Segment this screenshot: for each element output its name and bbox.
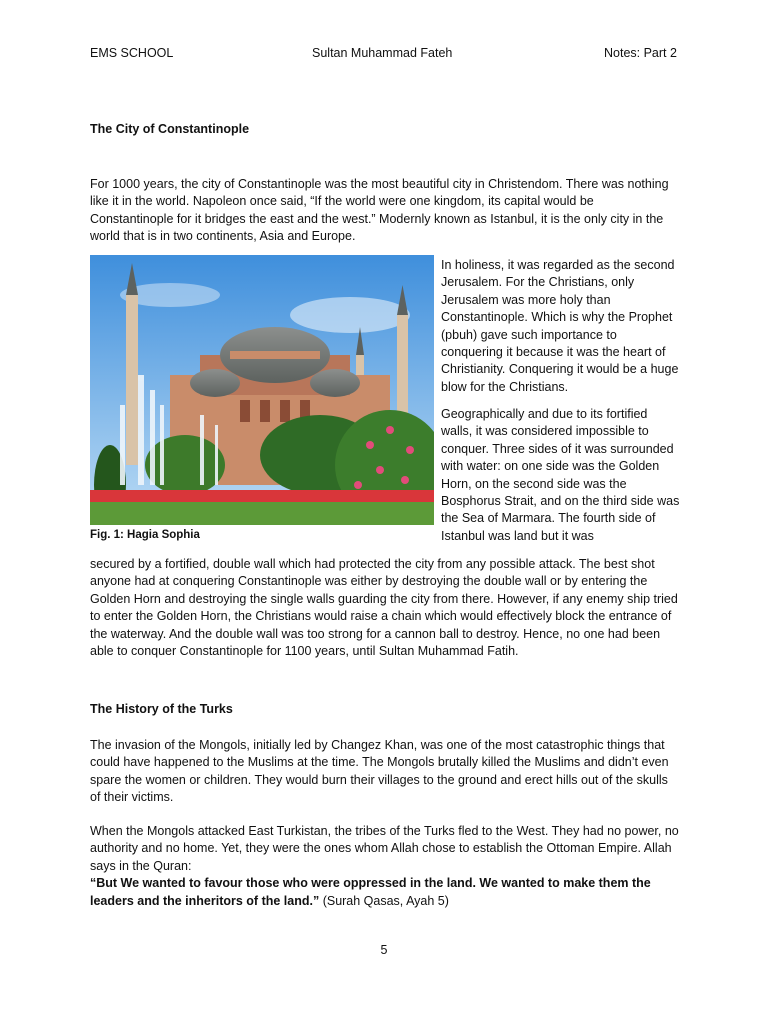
page-number: 5 <box>380 943 388 957</box>
mongols-paragraph: The invasion of the Mongols, initially led by Changez Khan, was one of the most catastrophic things that could have happened to the Muslims at the time. The Mongols brutally killed the Muslims and didn’t even spare the women or children. They would burn their villages to the ground and erect hills out of the skulls of their victims. <box>90 738 669 805</box>
side-paragraph-geography: Geographically and due to its fortified walls, it was considered impossible to conquer. Three sides of it was surrounded with water: on one side was the Golden Horn, on the second side was the Bosphorus Strait, and on the third side was the Sea of Marmara. The fourth side of Istanbul was land but it was <box>441 407 680 543</box>
quran-quote: “But We wanted to favour those who were oppressed in the land. We wanted to make them the leaders and the inheritors of the land.” <box>90 876 651 908</box>
header-notes: Notes: Part 2 <box>604 46 677 60</box>
side-paragraph-holiness: In holiness, it was regarded as the second Jerusalem. For the Christians, only Jerusalem was more holy than Constantinople. Which is why the Prophet (pbuh) gave such importance to conquering it because it was the heart of Christianity. Conquering it would be a huge blow for the Christians. <box>441 258 679 394</box>
figure-caption: Fig. 1: Hagia Sophia <box>90 529 200 541</box>
hagia-sophia-photo <box>90 255 434 525</box>
header-school: EMS SCHOOL <box>90 46 174 60</box>
continuation-paragraph: secured by a fortified, double wall which had protected the city from any possible attack. The best shot anyone had at conquering Constantinople was either by destroying the double wall or by entering the Golden Horn and destroying the single walls guarding the city from there. However, if any enemy ship tried to enter the Golden Horn, the Christians would raise a chain which would effectively block the entrance of the waterway. And the double wall was too strong for a cannon ball to destroy. Hence, no one had been able to conquer Constantinople for 1100 years, until Sultan Muhammad Fatih. <box>90 557 678 659</box>
header-title: Sultan Muhammad Fateh <box>312 46 453 60</box>
section-heading-turks: The History of the Turks <box>90 702 233 716</box>
intro-paragraph: For 1000 years, the city of Constantinople was the most beautiful city in Christendom. There was nothing like it in the world. Napoleon once said, “If the world were one kingdom, its capital would be Constantinople for it bridges the east and the west.” Modernly known as Istanbul, it is the only city in the world that is in two continents, Asia and Europe. <box>90 177 669 244</box>
turks-paragraph <box>90 823 680 910</box>
turks-paragraph-text: When the Mongols attacked East Turkistan, the tribes of the Turks fled to the West. They had no power, no authority and no home. Yet, they were the ones whom Allah chose to establish the Ottoman Empire. Allah says in the Quran: <box>90 824 679 873</box>
quote-citation: (Surah Qasas, Ayah 5) <box>319 893 449 908</box>
section-heading-constantinople: The City of Constantinople <box>90 122 250 136</box>
